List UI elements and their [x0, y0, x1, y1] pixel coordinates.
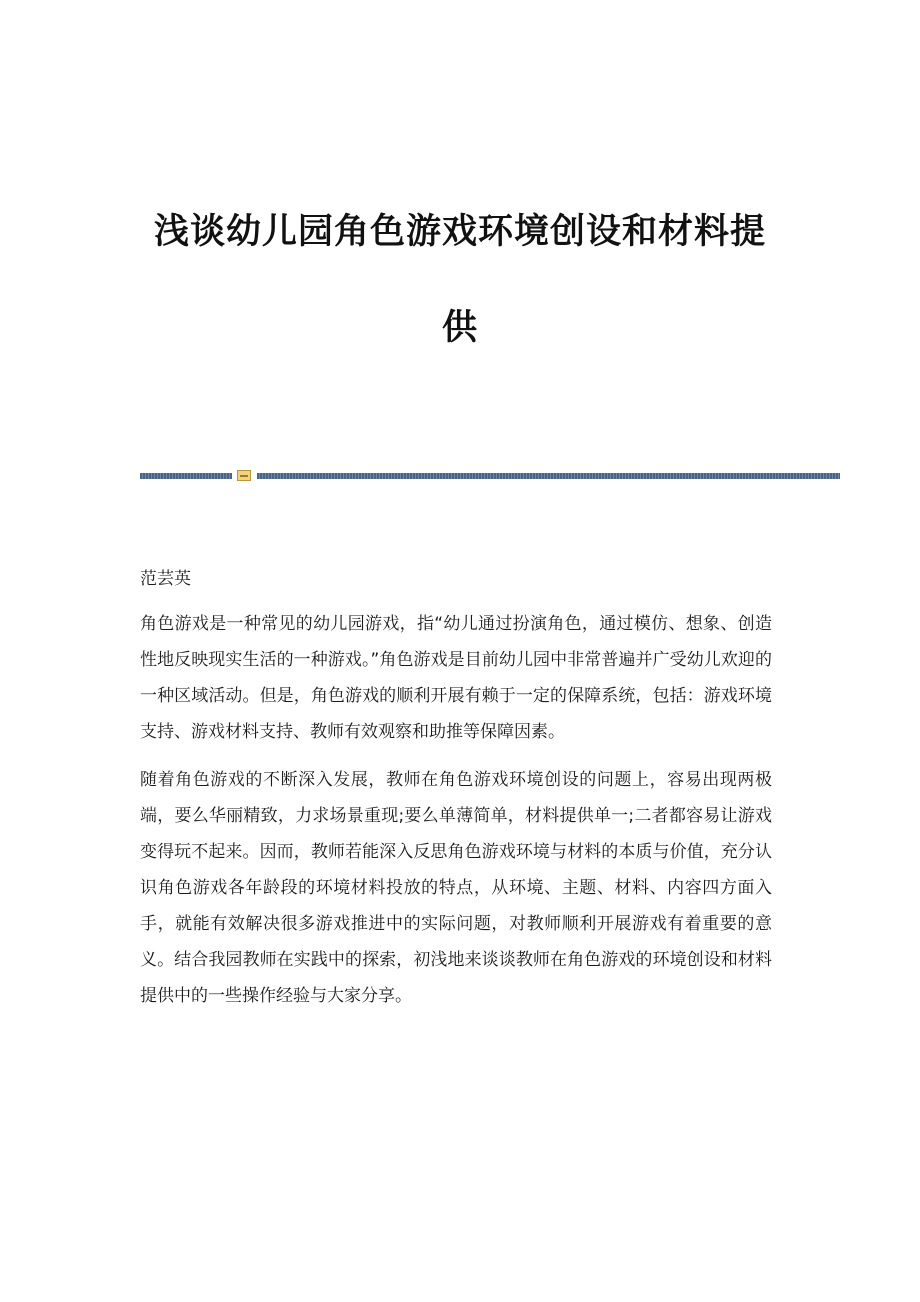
- decorative-divider: [140, 470, 840, 480]
- divider-bar-right: [257, 473, 840, 479]
- title-line-2: 供: [441, 307, 478, 348]
- divider-ornament-icon: [237, 470, 251, 481]
- divider-bar-left: [140, 473, 232, 479]
- title-line-1: 浅谈幼儿园角色游戏环境创设和材料提: [153, 211, 766, 252]
- paragraph-1: 角色游戏是一种常见的幼儿园游戏，指“幼儿通过扮演角色，通过模仿、想象、创造性地反映现实生活的一种游戏。”角色游戏是目前幼儿园中非常普遍并广受幼儿欢迎的一种区域活动。但是，角色游戏的顺利开展有赖于一定的保障系统，包括：游戏环境支持、游戏材料支持、教师有效观察和助推等保障因素。: [140, 614, 772, 742]
- author-name: 范芸英: [140, 569, 191, 589]
- document-body: [140, 566, 772, 1026]
- paragraph-2: 随着角色游戏的不断深入发展，教师在角色游戏环境创设的问题上，容易出现两极端，要么华丽精致，力求场景重现;要么单薄简单，材料提供单一;二者都容易让游戏变得玩不起来。因而，教师若能深入反思角色游戏环境与材料的本质与价值，充分认识角色游戏各年龄段的环境材料投放的特点，从环境、主题、材料、内容四方面入手，就能有效解决很多游戏推进中的实际问题，对教师顺利开展游戏有着重要的意义。结合我园教师在实践中的探索，初浅地来谈谈教师在角色游戏的环境创设和材料提供中的一些操作经验与大家分享。: [140, 770, 772, 1006]
- document-title: [60, 212, 860, 348]
